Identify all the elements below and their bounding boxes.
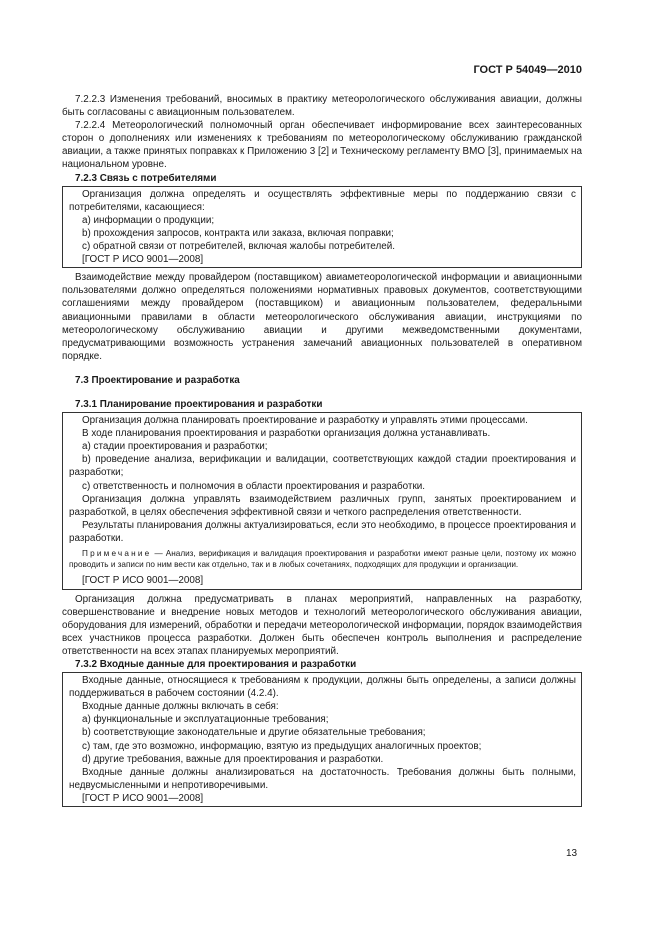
section-heading-7-2-3: 7.2.3 Связь с потребителями [75,172,217,184]
list-item: b) соответствующие законодательные и другие обязательные требования; [82,727,426,739]
box-paragraph: Организация должна планировать проектирование и разработку и управлять этими процессами. [82,415,528,427]
standard-reference: [ГОСТ Р ИСО 9001—2008] [82,792,204,804]
standard-reference: [ГОСТ Р ИСО 9001—2008] [82,254,204,266]
box-paragraph: Организация должна управлять взаимодействием различных групп, занятых проектированием и разработкой, в целях обеспечения эффективной связи и четкого распределения ответственности. [69,493,576,518]
box-intro: Организация должна определять и осуществлять эффективные меры по поддержанию связи с потребителями, касающиеся: [69,188,576,213]
list-item: b) прохождения запросов, контракта или заказа, включая поправки; [82,227,394,239]
document-body [62,93,582,810]
paragraph-7-2-2-4: 7.2.2.4 Метеорологический полномочный орган обеспечивает информирование всех заинтересованных сторон о дополнениях или изменениях к требованиям по метеорологическому обслуживанию гражданской авиации, а также принятых поправках к Приложению 3 [2] и Техническому регламенту ВМО [3], принимаемых на национальном уровне. [62,120,582,171]
list-item: a) функциональные и эксплуатационные требования; [82,714,329,726]
note-text: — Анализ, верификация и валидация проектирования и разработки имеют разные цели, поэтому их можно проводить и записи по ним вести как отдельно, так и в любых сочетаниях, подходящих для продукции и организации. [69,549,576,570]
quote-box-7-2-3 [62,186,582,269]
section-heading-7-3-1: 7.3.1 Планирование проектирования и разработки [75,398,323,410]
box-paragraph: В ходе планирования проектирования и разработки организация должна устанавливать. [82,428,491,440]
paragraph-interaction: Взаимодействие между провайдером (поставщиком) авиаметеорологической информации и авиационными пользователями должно определяться положениями нормативных правовых документов, соответствующими соглашениями между провайдером (поставщиком) и авиационным пользователем, федеральными авиационными правилами в области метеорологического обслуживания авиации, инструкциями по метеорологическому обслуживанию авиации и другими межведомственными документами, предусматривающими возможность устранения замечаний авиационных пользователей в оперативном порядке. [62,272,582,362]
list-item: c) ответственность и полномочия в области проектирования и разработки. [82,480,426,492]
list-item: c) обратной связи от потребителей, включая жалобы потребителей. [82,241,395,253]
note-label: Примечание [82,549,152,558]
list-item: d) другие требования, важные для проектирования и разработки. [82,753,384,765]
page-number: 13 [566,848,578,859]
list-item: c) там, где это возможно, информацию, взятую из предыдущих аналогичных проектов; [82,740,482,752]
quote-box-7-3-1 [62,412,582,589]
section-heading-7-3: 7.3 Проектирование и разработка [75,374,240,386]
section-heading-7-3-2: 7.3.2 Входные данные для проектирования и разработки [75,658,357,670]
page-header-standard: ГОСТ Р 54049—2010 [473,64,582,76]
paragraph-7-2-2-3: 7.2.2.3 Изменения требований, вносимых в практику метеорологического обслуживания авиации, должны быть согласованы с авиационным пользователем. [62,94,582,119]
box-paragraph: Входные данные должны включать в себя: [82,701,279,713]
list-item: a) стадии проектирования и разработки; [82,441,268,453]
note [69,548,576,570]
paragraph-planning: Организация должна предусматривать в планах мероприятий, направленных на разработку, совершенствование и внедрение новых методов и технологий метеорологического обслуживания авиации, оборудования для измерений, обработки и передачи метеорологической информации, порядок взаимодействия всех участников процесса разработки. Должен быть обеспечен контроль выполнения и распределение ответственности на всех этапах планируемых мероприятий. [62,593,582,657]
box-paragraph: Входные данные должны анализироваться на достаточность. Требования должны быть полными, недвусмысленными и непротиворечивыми. [69,766,576,791]
box-paragraph: Результаты планирования должны актуализироваться, если это необходимо, в процессе проектирования и разработки. [69,519,576,544]
box-paragraph: Входные данные, относящиеся к требованиям к продукции, должны быть определены, а записи должны поддерживаться в рабочем состоянии (4.2.4). [69,675,576,700]
quote-box-7-3-2 [62,672,582,807]
list-item: a) информации о продукции; [82,214,215,226]
list-item: b) проведение анализа, верификации и валидации, соответствующих каждой стадии проектирования и разработки; [69,454,576,479]
standard-reference: [ГОСТ Р ИСО 9001—2008] [82,575,204,587]
